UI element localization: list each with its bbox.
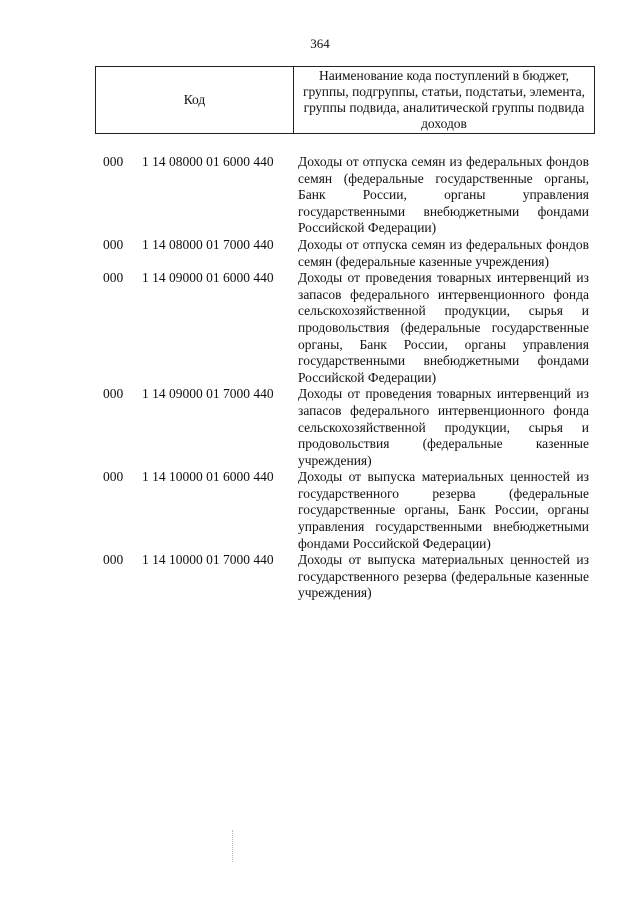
header-name-label: Наименование кода поступлений в бюджет, группы, подгруппы, статьи, подстатьи, элемента, группы подвида, аналитической группы подвида доходов — [302, 68, 586, 131]
income-code: 1 14 10000 01 6000 440 — [142, 469, 274, 485]
income-description: Доходы от отпуска семян из федеральных фондов семян (федеральные казенные учреждения) — [298, 236, 589, 269]
income-description: Доходы от проведения товарных интервенций из запасов федерального интервенционного фонда сельскохозяйственной продукции, сырья и продовольствия (федеральные казенные учреждения) — [298, 386, 589, 468]
admin-code: 000 — [103, 154, 124, 169]
table-header — [95, 66, 595, 134]
admin-code: 000 — [103, 270, 124, 286]
table-row — [0, 154, 640, 237]
income-code: 1 14 10000 01 7000 440 — [142, 552, 274, 568]
table-row — [0, 552, 640, 602]
admin-code: 000 — [103, 236, 124, 252]
income-code: 1 14 08000 01 6000 440 — [142, 154, 274, 169]
table-row — [0, 237, 640, 270]
income-code: 1 14 08000 01 7000 440 — [142, 236, 274, 252]
table-row — [0, 386, 640, 469]
header-name-cell — [294, 67, 594, 133]
table-row — [0, 469, 640, 552]
admin-code: 000 — [103, 552, 124, 568]
income-code: 1 14 09000 01 6000 440 — [142, 270, 274, 286]
header-code-cell — [96, 67, 294, 133]
income-code: 1 14 09000 01 7000 440 — [142, 386, 274, 402]
income-description: Доходы от выпуска материальных ценностей из государственного резерва (федеральные государственные органы, Банк России, органы управления государственными внебюджетными фондами Российской Федерации) — [298, 469, 589, 551]
income-description: Доходы от проведения товарных интервенций из запасов федерального интервенционного фонда сельскохозяйственной продукции, сырья и продовольствия (федеральные государственные органы, Банк России, органы управления государственными внебюджетными фондами Российской Федерации) — [298, 270, 589, 385]
income-description: Доходы от выпуска материальных ценностей из государственного резерва (федеральные казенные учреждения) — [298, 552, 589, 601]
income-description: Доходы от отпуска семян из федеральных фондов семян (федеральные государственные органы, Банк России, органы управления государственными внебюджетными фондами Российской Федерации) — [298, 154, 589, 236]
header-code-label: Код — [183, 92, 206, 107]
admin-code: 000 — [103, 469, 124, 485]
income-code-list — [0, 154, 640, 602]
admin-code: 000 — [103, 386, 124, 402]
scan-artifact — [232, 830, 234, 862]
page-number: 364 — [310, 36, 330, 51]
table-row — [0, 270, 640, 386]
